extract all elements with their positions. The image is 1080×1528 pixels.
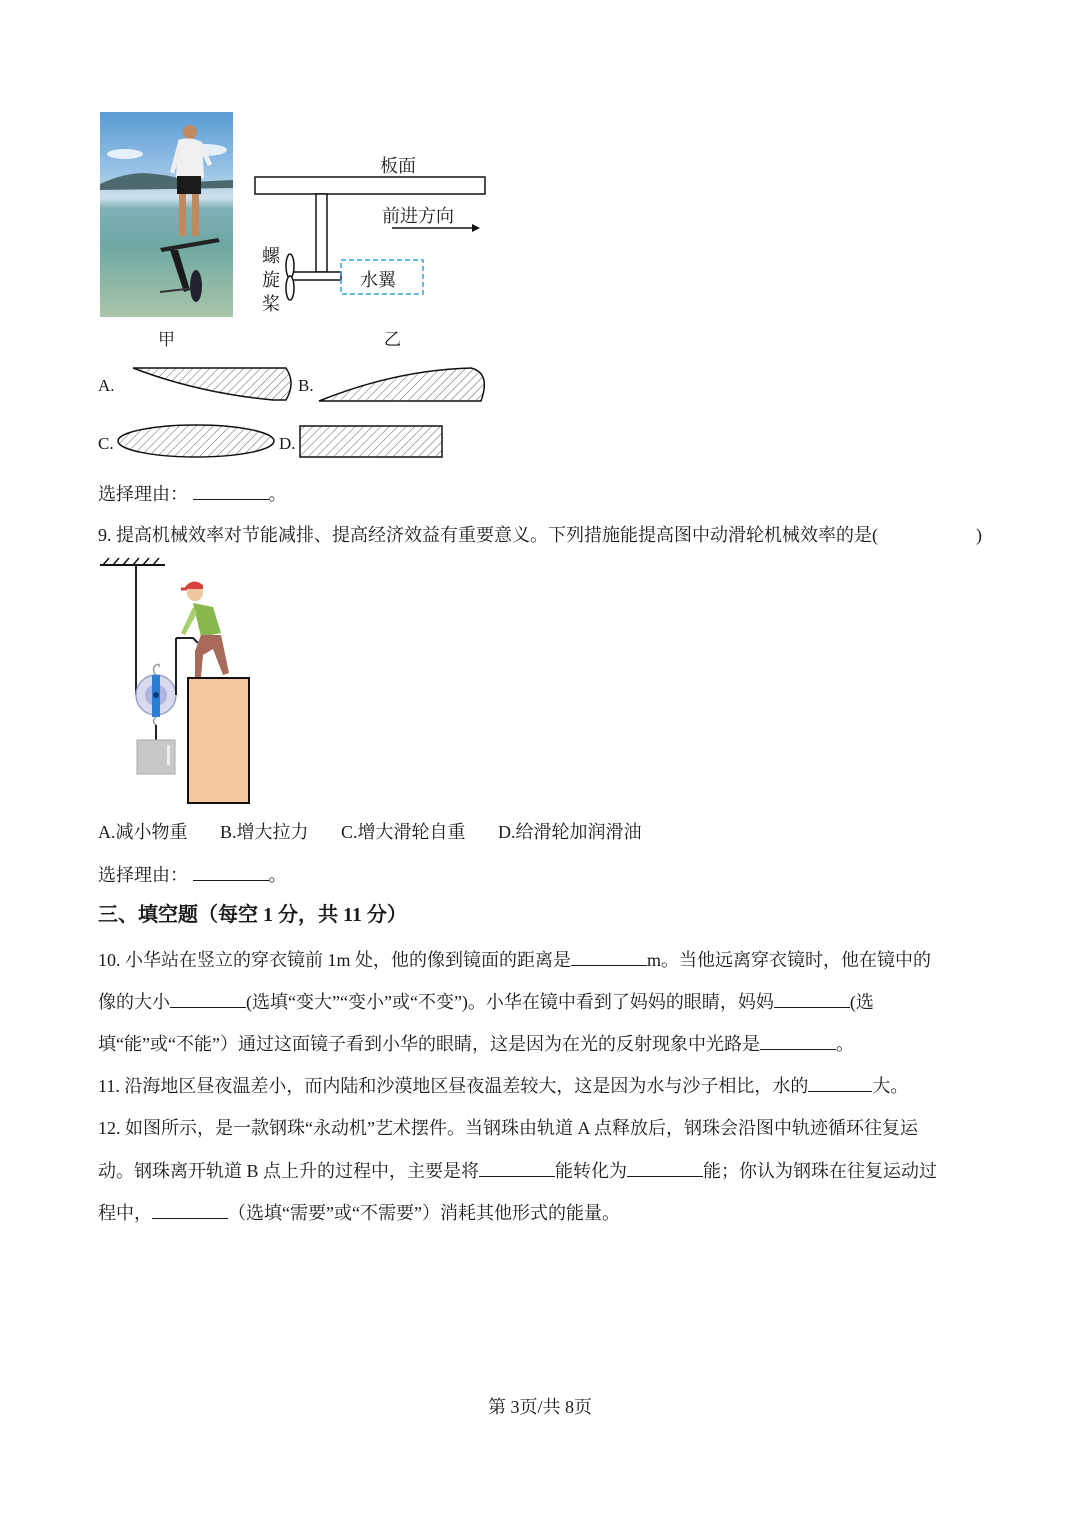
- option-d-shape: [298, 424, 444, 460]
- q12-text-3: 能转化为: [555, 1161, 628, 1181]
- direction-label: 前进方向: [382, 206, 454, 227]
- q10-blank-2[interactable]: [170, 989, 246, 1008]
- q9-option-b[interactable]: B.增大拉力: [220, 822, 309, 842]
- q12-line1: [98, 1116, 918, 1140]
- propeller-label-2: 旋: [262, 270, 280, 291]
- q9-text: 9. 提高机械效率对节能减排、提高经济效益有重要意义。下列措施能提高图中动滑轮机械效率的是(: [98, 525, 878, 545]
- q10-blank-1[interactable]: [571, 947, 647, 966]
- hydrofoil-photo: [100, 112, 233, 317]
- q12-text-4: 能；你认为钢珠在往复运动过: [703, 1161, 938, 1181]
- option-a-label: A.: [98, 376, 115, 395]
- photo-caption: 甲: [158, 330, 175, 349]
- option-c-label: C.: [98, 434, 114, 453]
- diagram-caption: 乙: [384, 330, 401, 349]
- q12-text-1: 12. 如图所示，是一款钢珠“永动机”艺术摆件。当钢珠由轨道 A 点释放后，钢珠会沿图中轨迹循环往复运: [98, 1118, 918, 1138]
- q12-blank-2[interactable]: [627, 1158, 703, 1177]
- q10-text-3: 像的大小: [98, 992, 170, 1012]
- q10-blank-3[interactable]: [774, 989, 850, 1008]
- q9-paren-close: ): [976, 525, 982, 545]
- q9-reason: [98, 862, 287, 887]
- q10-text-2: m。当他远离穿衣镜时，他在镜中的: [647, 950, 931, 970]
- q11: [98, 1073, 908, 1098]
- q12-line3: [98, 1200, 620, 1225]
- q10-text-1: 10. 小华站在竖立的穿衣镜前 1m 处，他的像到镜面的距离是: [98, 950, 571, 970]
- q10-blank-4[interactable]: [760, 1031, 836, 1050]
- option-a-shape: [128, 365, 298, 405]
- q9-option-d[interactable]: D.给滑轮加润滑油: [498, 822, 642, 842]
- q12-text-2: 动。钢珠离开轨道 B 点上升的过程中，主要是将: [98, 1161, 480, 1181]
- q10-line3: [98, 1031, 854, 1056]
- option-c-shape: [115, 422, 280, 462]
- q10-text-5: (选: [849, 992, 874, 1012]
- q8-reason: [98, 481, 287, 506]
- pulley-figure: [95, 555, 265, 810]
- q9-reason-blank[interactable]: [193, 862, 269, 881]
- q12-text-6: （选填“需要”或“不需要”）消耗其他形式的能量。: [228, 1203, 620, 1223]
- q12-blank-1[interactable]: [479, 1158, 555, 1177]
- q10-line2: [98, 989, 874, 1014]
- board-label: 板面: [380, 156, 416, 177]
- q9-option-a[interactable]: A.减小物重: [98, 822, 188, 842]
- option-b-label: B.: [298, 376, 314, 395]
- option-b-shape: [316, 365, 491, 405]
- q12-blank-3[interactable]: [152, 1200, 228, 1219]
- q11-blank[interactable]: [808, 1073, 872, 1092]
- q9-reason-label: 选择理由：: [98, 865, 188, 885]
- q9-stem: [98, 523, 982, 547]
- option-d-label: D.: [279, 434, 296, 453]
- page-number: 第 3页/共 8页: [487, 1397, 592, 1417]
- q10-text-6: 填“能”或“不能”）通过这面镜子看到小华的眼睛，这是因为在光的反射现象中光路是: [98, 1034, 760, 1054]
- q10-text-4: (选填“变大”“变小”或“不变”)。小华在镜中看到了妈妈的眼睛，妈妈: [246, 992, 774, 1012]
- q8-reason-end: 。: [268, 484, 287, 504]
- q9-options: [98, 820, 642, 844]
- section3-title: 三、填空题（每空 1 分，共 11 分）: [98, 904, 407, 926]
- q10-line1: [98, 947, 931, 972]
- q9-reason-end: 。: [268, 865, 287, 885]
- q9-option-c[interactable]: C.增大滑轮自重: [341, 822, 466, 842]
- q8-reason-label: 选择理由：: [98, 484, 188, 504]
- q12-line2: [98, 1158, 937, 1183]
- q11-text-2: 大。: [872, 1076, 909, 1096]
- hydrofoil-label: 水翼: [360, 270, 396, 291]
- q11-text-1: 11. 沿海地区昼夜温差小，而内陆和沙漠地区昼夜温差较大，这是因为水与沙子相比，水的: [98, 1076, 809, 1096]
- propeller-label-1: 螺: [262, 246, 280, 267]
- q12-text-5: 程中，: [98, 1203, 152, 1223]
- q8-reason-blank[interactable]: [193, 481, 269, 500]
- hydrofoil-diagram: [250, 140, 500, 320]
- q10-text-7: 。: [835, 1034, 854, 1054]
- propeller-label-3: 桨: [262, 294, 280, 315]
